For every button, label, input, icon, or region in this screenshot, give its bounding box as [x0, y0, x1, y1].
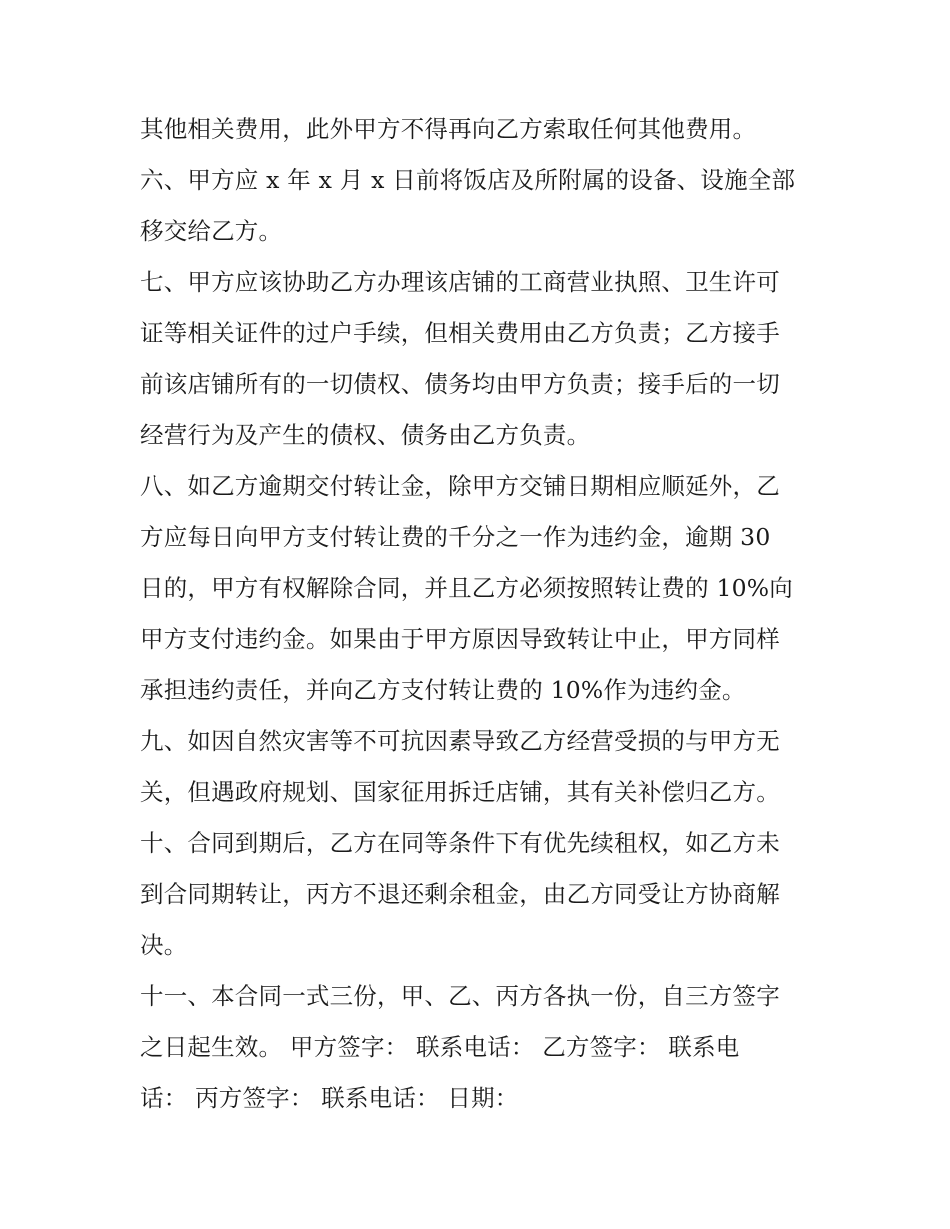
text-line: 六、甲方应 x 年 x 月 x 日前将饭店及所附属的设备、设施全部	[140, 166, 796, 194]
text-line: 经营行为及产生的债权、债务由乙方负责。	[140, 421, 591, 449]
text-line: 之日起生效。 甲方签字： 联系电话： 乙方签字： 联系电	[140, 1033, 740, 1061]
text-line: 日的，甲方有权解除合同，并且乙方必须按照转让费的 10%向	[140, 574, 794, 602]
text-line: 前该店铺所有的一切债权、债务均由甲方负责；接手后的一切	[140, 370, 780, 398]
text-line: 其他相关费用，此外甲方不得再向乙方索取任何其他费用。	[140, 115, 757, 143]
text-line: 十一、本合同一式三份，甲、乙、丙方各执一份，自三方签字	[140, 982, 780, 1010]
text-line: 决。	[140, 931, 188, 959]
text-line: 关，但遇政府规划、国家征用拆迁店铺，其有关补偿归乙方。	[140, 778, 780, 806]
text-line: 甲方支付违约金。如果由于甲方原因导致转让中止，甲方同样	[140, 625, 780, 653]
text-line: 到合同期转让，丙方不退还剩余租金，由乙方同受让方协商解	[140, 880, 780, 908]
text-line: 移交给乙方。	[140, 217, 283, 245]
text-line: 七、甲方应该协助乙方办理该店铺的工商营业执照、卫生许可	[140, 268, 780, 296]
text-line: 方应每日向甲方支付转让费的千分之一作为违约金，逾期 30	[140, 523, 771, 551]
text-line: 话： 丙方签字： 联系电话： 日期：	[140, 1084, 519, 1112]
text-line: 证等相关证件的过户手续，但相关费用由乙方负责；乙方接手	[140, 319, 780, 347]
contract-text	[140, 104, 820, 1124]
text-line: 八、如乙方逾期交付转让金，除甲方交铺日期相应顺延外，乙	[140, 472, 780, 500]
text-line: 承担违约责任，并向乙方支付转让费的 10%作为违约金。	[140, 676, 746, 704]
text-line: 十、合同到期后，乙方在同等条件下有优先续租权，如乙方未	[140, 829, 780, 857]
text-line: 九、如因自然灾害等不可抗因素导致乙方经营受损的与甲方无	[140, 727, 780, 755]
